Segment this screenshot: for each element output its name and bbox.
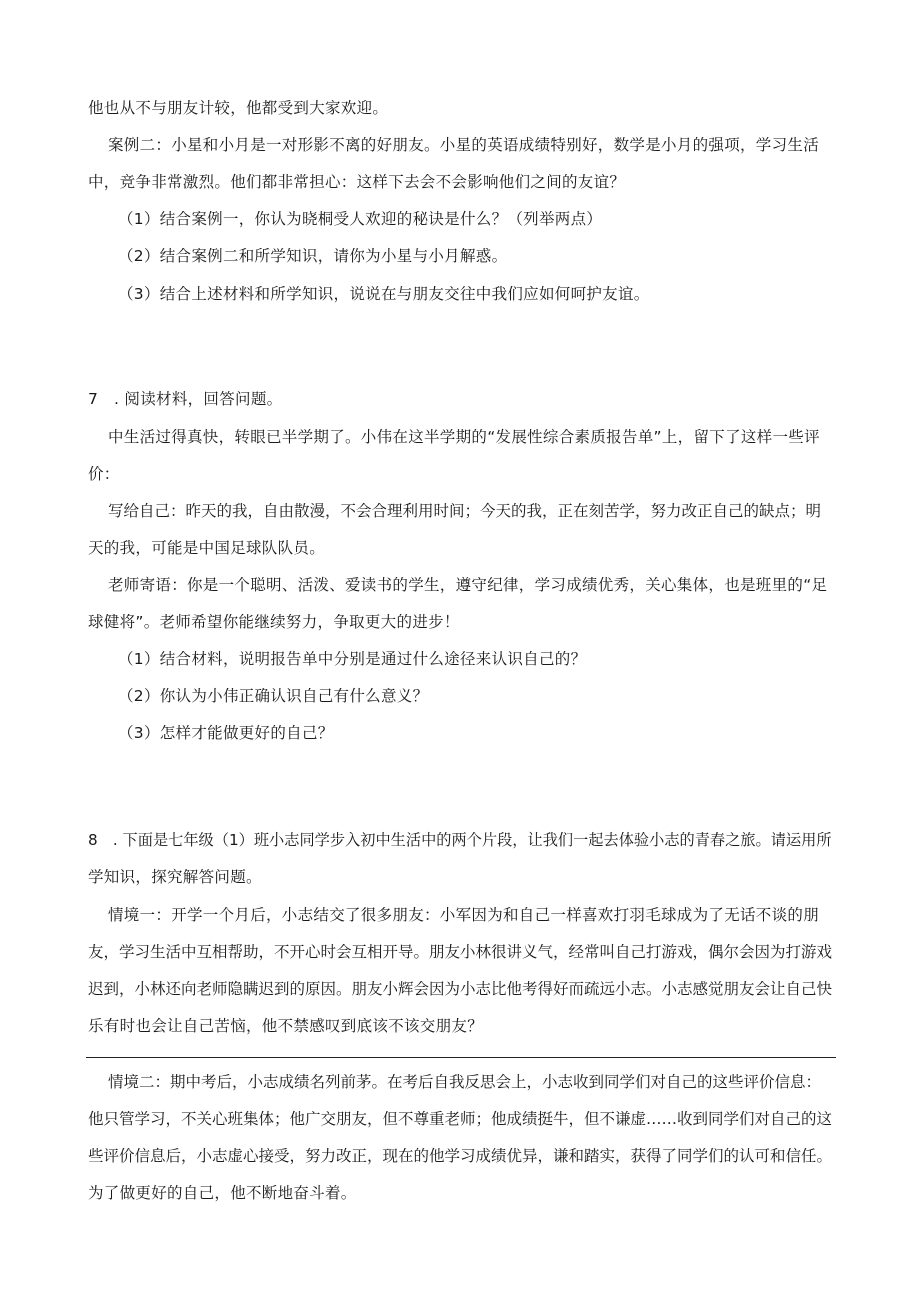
case-one-ending: 他也从不与朋友计较，他都受到大家欢迎。 [88,99,389,117]
question-7-paragraph: 中生活过得真快，转眼已半学期了。小伟在这半学期的“发展性综合素质报告单”上，留下了这样一些评 [108,428,820,446]
self-evaluation: 天的我，可能是中国足球队队员。 [88,539,326,557]
question-6-1: （1）结合案例一，你认为晓桐受人欢迎的秘诀是什么？（列举两点） [118,210,603,228]
scenario-one: 迟到，小林还向老师隐瞒迟到的原因。朋友小辉会因为小志比他考得好而疏远小志。小志感觉朋友会让自己快 [88,980,833,998]
scenario-one: 友，学习生活中互相帮助，不开心时会互相开导。朋友小林很讲义气，经常叫自己打游戏，偶尔会因为打游戏 [88,943,833,961]
teacher-comment: 球健将”。老师希望你能继续努力，争取更大的进步！ [88,613,460,631]
case-two-line: 案例二：小星和小月是一对形影不离的好朋友。小星的英语成绩特别好，数学是小月的强项，学习生活 [108,136,820,154]
scenario-two: 些评价信息后，小志虚心接受，努力改正，现在的他学习成绩优异，谦和踏实，获得了同学们的认可和信任。 [88,1147,833,1165]
question-7-paragraph: 价： [88,465,120,483]
question-6-2: （2）结合案例二和所学知识，请你为小星与小月解惑。 [118,247,508,265]
question-7-3: （3）怎样才能做更好的自己？ [118,724,334,742]
question-7-1: （1）结合材料，说明报告单中分别是通过什么途径来认识自己的？ [118,650,587,668]
question-7-title: 7 . 阅读材料，回答问题。 [88,390,283,408]
scenario-two: 他只管学习，不关心班集体；他广交朋友，但不尊重老师；他成绩挺牛，但不谦虚……收到同学们对自己的这 [88,1110,833,1128]
question-8-title: 学知识，探究解答问题。 [88,868,262,886]
scenario-one: 情境一：开学一个月后，小志结交了很多朋友：小军因为和自己一样喜欢打羽毛球成为了无话不谈的朋 [108,906,820,924]
question-8-title: 8 . 下面是七年级（1）班小志同学步入初中生活中的两个片段，让我们一起去体验小志的青春之旅。请运用所 [88,831,832,849]
scenario-two: 情境二：期中考后，小志成绩名列前茅。在考后自我反思会上，小志收到同学们对自己的这些评价信息： [108,1073,822,1091]
teacher-comment: 老师寄语：你是一个聪明、活泼、爱读书的学生，遵守纪律，学习成绩优秀，关心集体，也是班里的“足 [108,576,828,594]
scenario-one: 乐有时也会让自己苦恼，他不禁感叹到底该不该交朋友？ [88,1017,484,1035]
divider-line [86,1057,836,1058]
self-evaluation: 写给自己：昨天的我，自由散漫，不会合理利用时间；今天的我，正在刻苦学，努力改正自己的缺点；明 [108,502,822,520]
scenario-two: 为了做更好的自己，他不断地奋斗着。 [88,1184,357,1202]
case-two-line: 中，竞争非常激烈。他们都非常担心：这样下去会不会影响他们之间的友谊？ [88,173,626,191]
question-7-2: （2）你认为小伟正确认识自己有什么意义？ [118,687,429,705]
question-6-3: （3）结合上述材料和所学知识，说说在与朋友交往中我们应如何呵护友谊。 [118,285,650,303]
